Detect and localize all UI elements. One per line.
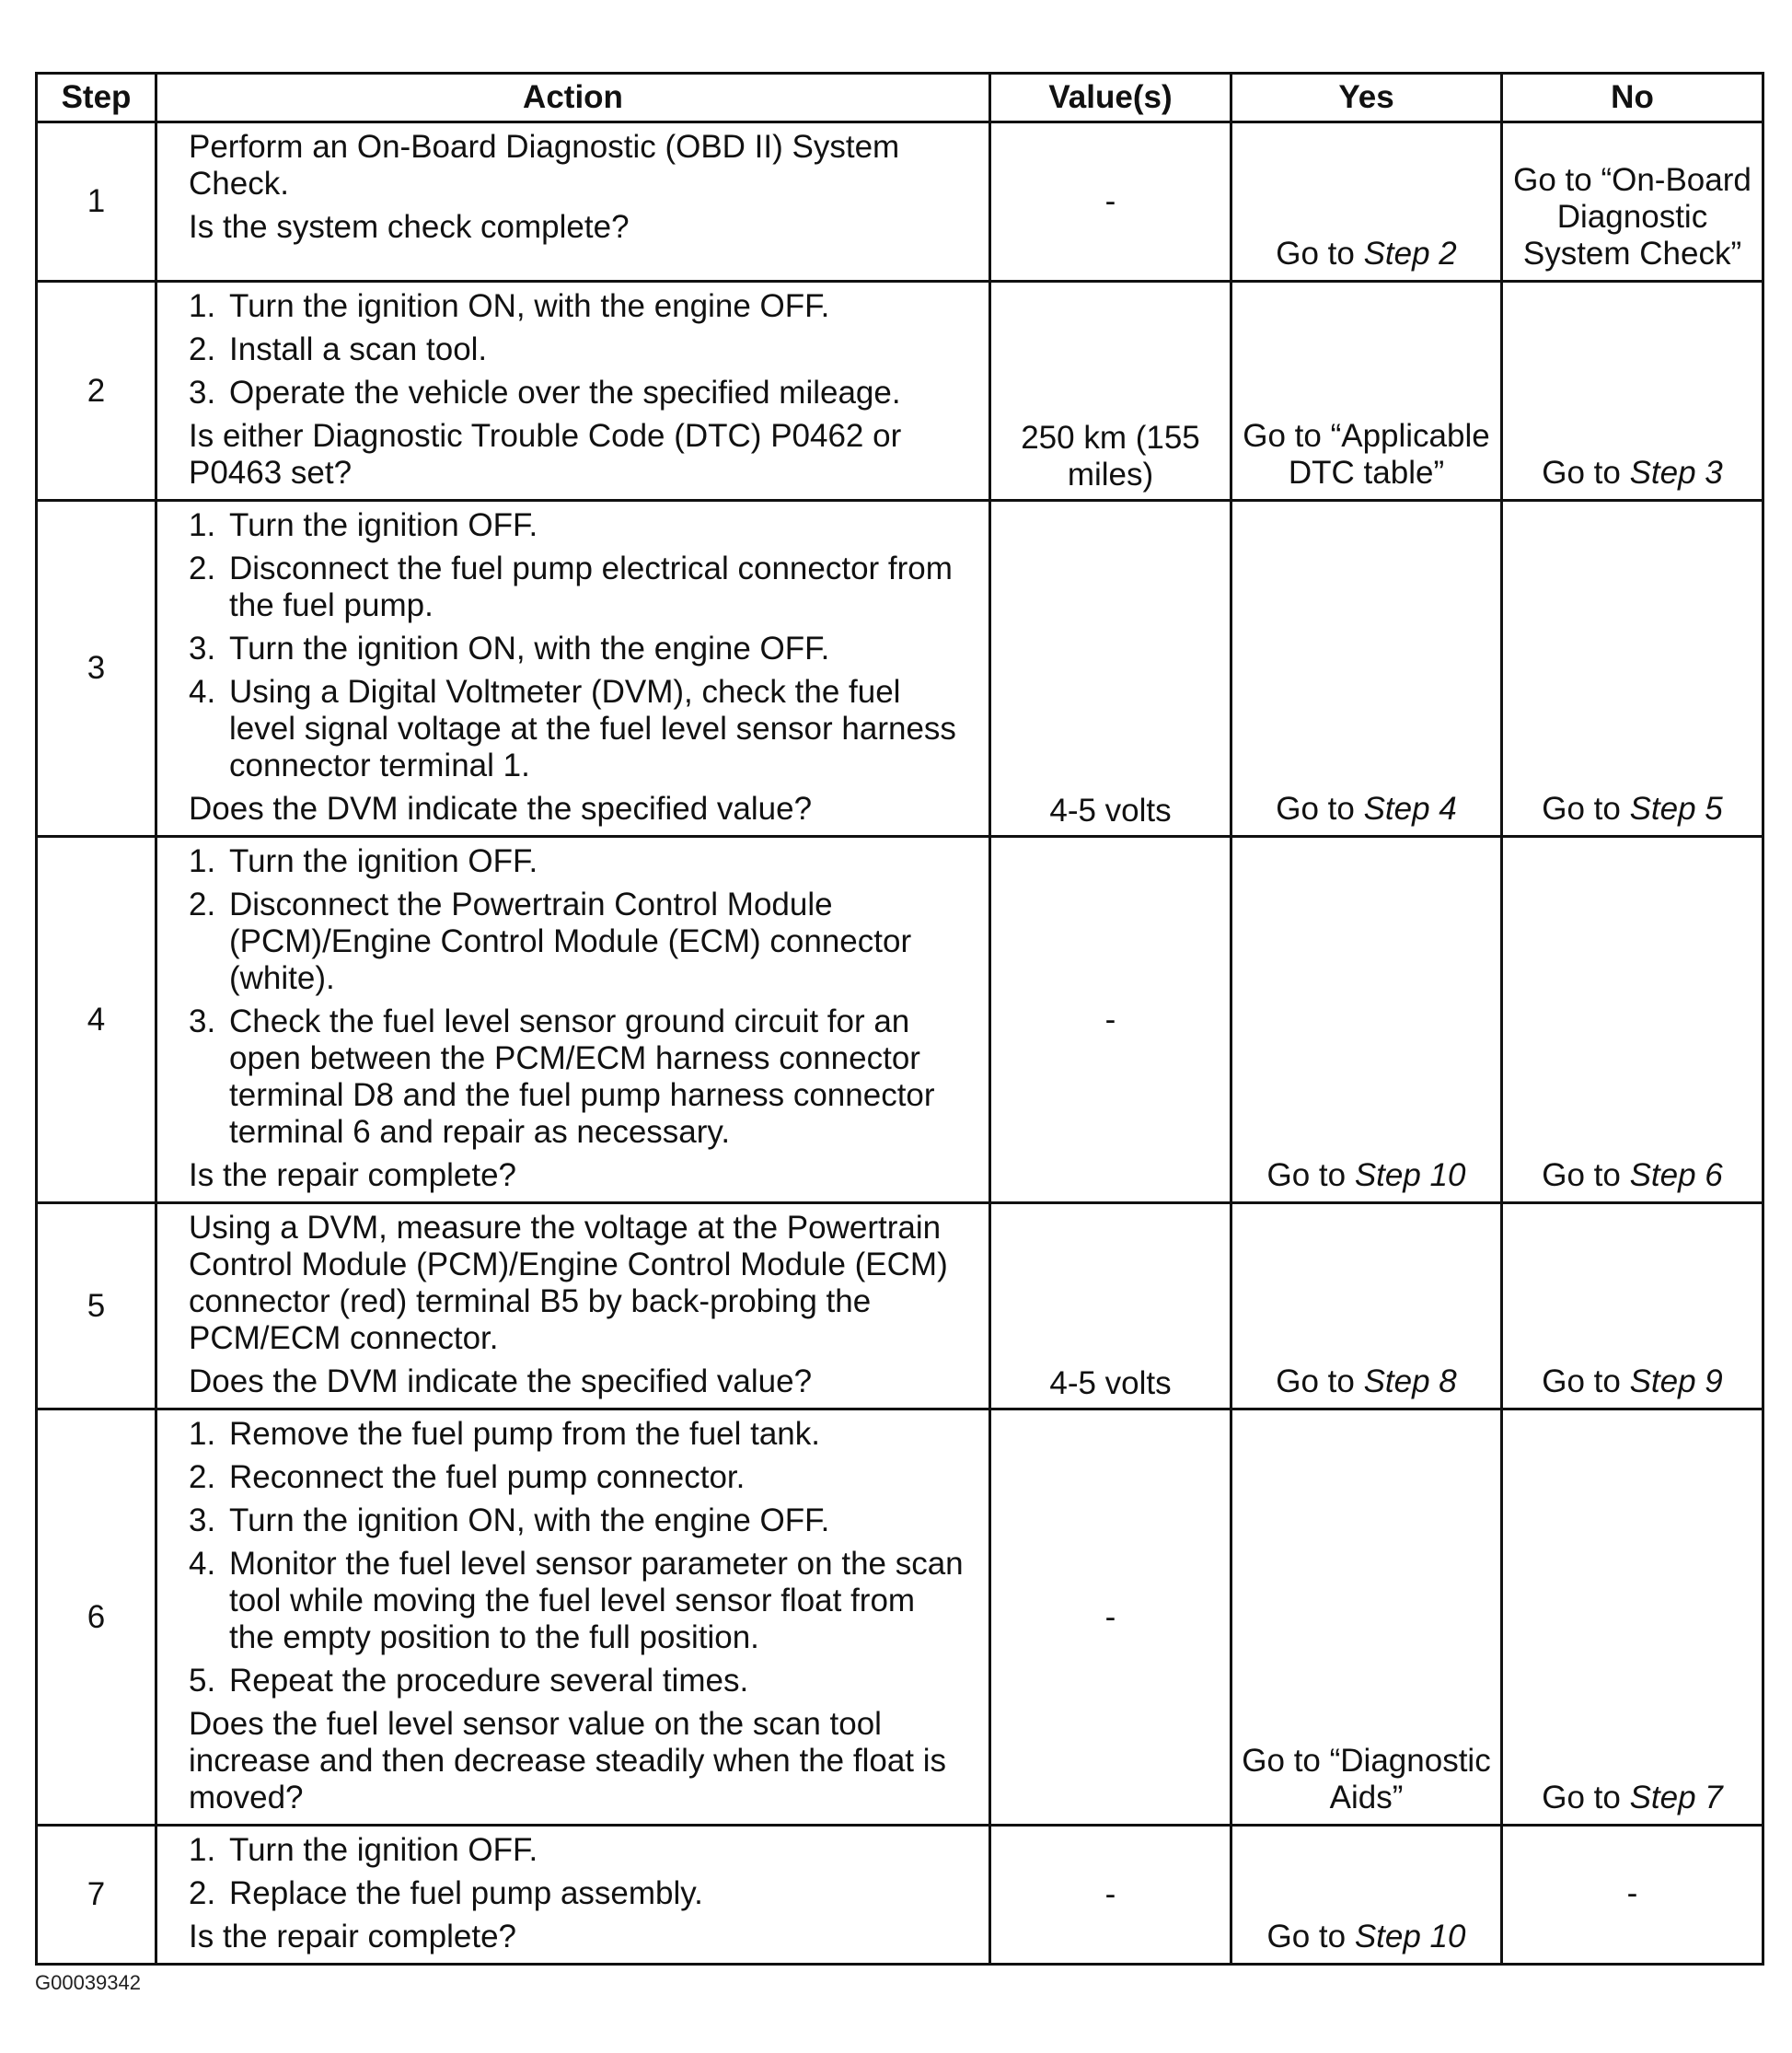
substep-text: Operate the vehicle over the specified mileage. [229,375,901,411]
substep-text: Monitor the fuel level sensor parameter on the scan tool while moving the fuel level sensor float from the empty position to the full position. [229,1546,964,1655]
step-number: 2 [37,282,156,501]
value-cell: 4-5 volts [990,501,1231,837]
no-result [1502,837,1763,1203]
action-substep [189,375,968,412]
table-row [37,282,1763,501]
action-substep [189,1416,968,1453]
action-cell [156,501,990,837]
header-action: Action [156,74,990,122]
action-substep [189,843,968,880]
substep-number: 2. [189,1875,216,1911]
value-cell: - [990,837,1231,1203]
action-cell [156,1409,990,1826]
yes-goto-step: Step 8 [1363,1363,1457,1399]
no-result-text: - [1626,1875,1638,1911]
no-goto-step: Step 7 [1629,1780,1723,1815]
substep-text: Repeat the procedure several times. [229,1663,749,1699]
action-substep [189,1459,968,1496]
action-substep [189,507,968,544]
yes-result-text: Go to “Applicable DTC table” [1243,418,1490,491]
header-row [37,74,1763,122]
header-values: Value(s) [990,74,1231,122]
action-substep [189,1502,968,1539]
yes-result-text: Go to [1276,1363,1364,1399]
substep-number: 4. [189,1546,216,1582]
substep-number: 2. [189,551,216,586]
action-substep [189,1003,968,1151]
action-cell [156,122,990,282]
action-substeps [189,1416,968,1699]
action-question: Is the system check complete? [189,209,630,245]
substep-text: Reconnect the fuel pump connector. [229,1459,746,1495]
step-number: 7 [37,1826,156,1965]
yes-result [1231,122,1502,282]
substep-text: Remove the fuel pump from the fuel tank. [229,1416,820,1452]
step-number: 1 [37,122,156,282]
action-question: Is either Diagnostic Trouble Code (DTC) P0462 or P0463 set? [189,418,902,491]
diagnostic-table [35,72,1764,1966]
action-question: Is the repair complete? [189,1919,517,1954]
substep-text: Turn the ignition OFF. [229,843,538,879]
step-number: 6 [37,1409,156,1826]
substep-number: 2. [189,887,216,922]
substep-text: Using a Digital Voltmeter (DVM), check the fuel level signal voltage at the fuel level sensor harness connector terminal 1. [229,674,956,783]
substep-number: 3. [189,1003,216,1039]
step-number: 3 [37,501,156,837]
action-substep [189,1663,968,1699]
no-result [1502,122,1763,282]
substep-number: 3. [189,1502,216,1538]
substep-text: Install a scan tool. [229,331,488,367]
step-number: 5 [37,1203,156,1409]
action-substep [189,1832,968,1869]
substep-number: 1. [189,507,216,543]
no-goto-step: Step 9 [1629,1363,1723,1399]
action-cell [156,282,990,501]
substep-text: Turn the ignition ON, with the engine OFF. [229,631,830,667]
action-lead-text: Using a DVM, measure the voltage at the Powertrain Control Module (PCM)/Engine Control Module (ECM) connector (red) terminal B5 by back-probing the PCM/ECM connector. [189,1210,948,1356]
no-result-text: Go to “On-Board Diagnostic System Check” [1513,162,1752,272]
no-result [1502,1409,1763,1826]
table-row [37,1409,1763,1826]
action-cell [156,1826,990,1965]
value-cell: 250 km (155 miles) [990,282,1231,501]
substep-number: 2. [189,1459,216,1495]
no-result-text: Go to [1542,1157,1630,1193]
action-lead-text: Perform an On-Board Diagnostic (OBD II) System Check. [189,129,900,202]
action-substeps [189,507,968,784]
yes-result [1231,1409,1502,1826]
substep-text: Turn the ignition OFF. [229,1832,538,1868]
action-substep [189,1546,968,1656]
no-result [1502,501,1763,837]
action-cell [156,837,990,1203]
no-result-text: Go to [1542,1363,1630,1399]
yes-goto-step: Step 4 [1363,791,1457,827]
step-number: 4 [37,837,156,1203]
substep-number: 3. [189,375,216,411]
no-result [1502,282,1763,501]
table-row [37,1826,1763,1965]
action-question: Does the DVM indicate the specified value? [189,1363,813,1399]
substep-number: 1. [189,288,216,324]
action-cell [156,1203,990,1409]
table-row [37,501,1763,837]
table-row [37,122,1763,282]
substep-number: 1. [189,843,216,879]
substep-text: Disconnect the fuel pump electrical connector from the fuel pump. [229,551,953,623]
table-row [37,837,1763,1203]
table-body [37,122,1763,1965]
value-cell: 4-5 volts [990,1203,1231,1409]
yes-result-text: Go to [1266,1919,1355,1954]
substep-text: Turn the ignition OFF. [229,507,538,543]
no-result-text: Go to [1542,791,1630,827]
action-substep [189,551,968,624]
header-step: Step [37,74,156,122]
substep-text: Turn the ignition ON, with the engine OFF. [229,288,830,324]
no-result-text: Go to [1542,455,1630,491]
substep-number: 5. [189,1663,216,1699]
yes-goto-step: Step 10 [1354,1919,1466,1954]
table-row [37,1203,1763,1409]
action-substeps [189,1832,968,1912]
no-result [1502,1203,1763,1409]
action-substep [189,674,968,784]
value-cell: - [990,1409,1231,1826]
yes-result [1231,501,1502,837]
action-question: Does the fuel level sensor value on the scan tool increase and then decrease steadily when the float is moved? [189,1706,947,1815]
substep-text: Disconnect the Powertrain Control Module (PCM)/Engine Control Module (ECM) connector (white). [229,887,912,996]
action-substep [189,631,968,667]
no-result-text: Go to [1542,1780,1630,1815]
value-cell: - [990,122,1231,282]
substep-number: 3. [189,631,216,667]
substep-text: Turn the ignition ON, with the engine OFF. [229,1502,830,1538]
yes-result [1231,1203,1502,1409]
action-substep [189,1875,968,1912]
yes-result [1231,282,1502,501]
yes-result-text: Go to [1276,791,1364,827]
substep-number: 4. [189,674,216,710]
action-substep [189,887,968,997]
yes-result [1231,1826,1502,1965]
action-question: Does the DVM indicate the specified value? [189,791,813,827]
action-substep [189,331,968,368]
action-question: Is the repair complete? [189,1157,517,1193]
yes-result [1231,837,1502,1203]
yes-result-text: Go to “Diagnostic Aids” [1242,1743,1491,1815]
substep-number: 1. [189,1416,216,1452]
substep-text: Replace the fuel pump assembly. [229,1875,703,1911]
yes-goto-step: Step 2 [1363,236,1457,272]
substep-number: 1. [189,1832,216,1868]
no-result [1502,1826,1763,1965]
value-cell: - [990,1826,1231,1965]
no-goto-step: Step 3 [1629,455,1723,491]
action-substeps [189,288,968,412]
substep-number: 2. [189,331,216,367]
no-goto-step: Step 6 [1629,1157,1723,1193]
action-substeps [189,843,968,1151]
no-goto-step: Step 5 [1629,791,1723,827]
header-no: No [1502,74,1763,122]
yes-goto-step: Step 10 [1354,1157,1466,1193]
yes-result-text: Go to [1266,1157,1355,1193]
header-yes: Yes [1231,74,1502,122]
figure-id: G00039342 [35,1971,141,1994]
yes-result-text: Go to [1276,236,1364,272]
action-substep [189,288,968,325]
substep-text: Check the fuel level sensor ground circuit for an open between the PCM/ECM harness connector terminal D8 and the fuel pump harness connector terminal 6 and repair as necessary. [229,1003,935,1150]
